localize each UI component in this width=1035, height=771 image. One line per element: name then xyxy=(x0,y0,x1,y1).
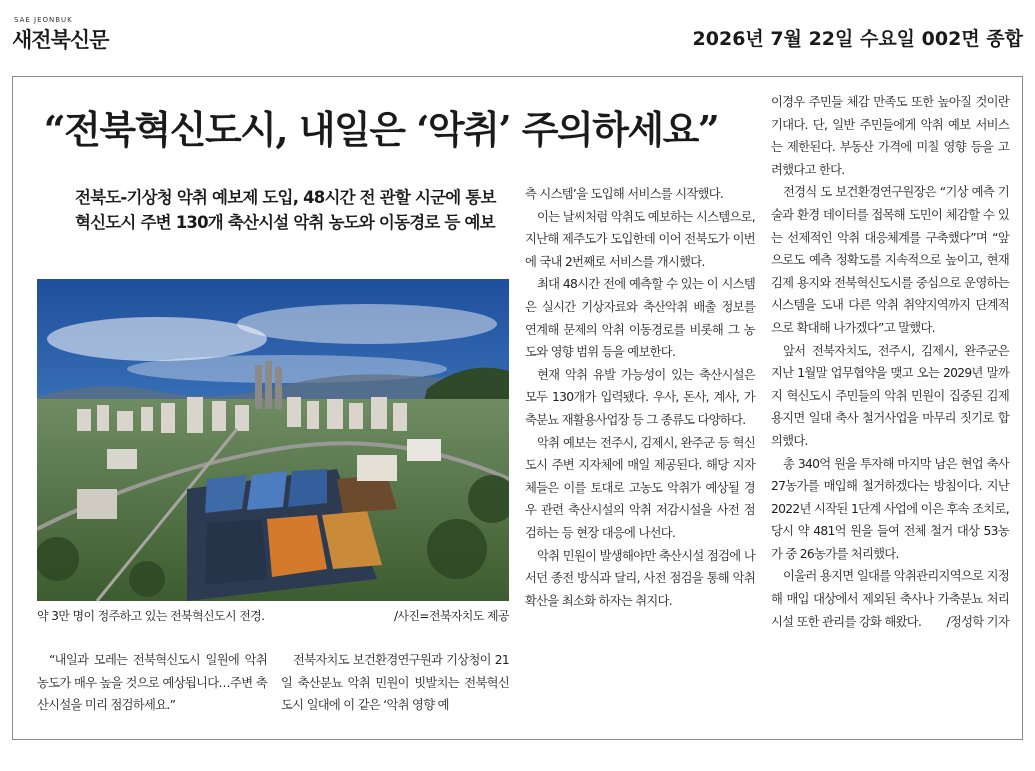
article-column-1 xyxy=(37,649,267,717)
article-headline: “전북혁신도시, 내일은 ‘악취’ 주의하세요” xyxy=(43,107,719,152)
reporter-byline: /정성학 기자 xyxy=(946,614,1009,629)
article-paragraph: 총 340억 원을 투자해 마지막 남은 현업 축사 27농가를 매입해 철거하겠다는 방침이다. 지난 2022년 시작된 1단계 사업에 이은 후속 조치로, 당시 약 481억 원을 들여 전체 철거 대상 53농가 중 26농가를 처리했다. xyxy=(771,456,1009,561)
article-paragraph: 악취 민원이 발생해야만 축산시설 점검에 나서던 종전 방식과 달리, 사전 점검을 통해 악취 확산을 최소화 하자는 취지다. xyxy=(525,548,755,608)
article-paragraph-text: 이울러 용지면 일대를 악취관리지역으로 지정해 매입 대상에서 제외된 축사나 가축분뇨 처리시설 또한 관리를 강화 해왔다. xyxy=(771,569,1009,629)
aerial-city-photo xyxy=(37,279,509,601)
article-paragraph: 전경식 도 보건환경연구원장은 “기상 예측 기술과 환경 데이터를 접목해 도민이 체감할 수 있는 선제적인 악취 대응체계를 구축했다”며 “앞으로도 예측 정확도를 지속적으로 높이고, 현재 김제 용지와 전북혁신도시를 중심으로 운영하는 시스템을 도내 다른 악취 취약지역까지 단계적으로 확대해 나가겠다”고 말했다. xyxy=(771,185,1009,335)
article-paragraph-continued: 이경우 주민들 체감 만족도 또한 높아질 것이란 기대다. 단, 일반 주민들에게 악취 예보 서비스는 제한된다. 부동산 가격에 미칠 영향 등을 고려했다고 한다. xyxy=(771,95,1009,177)
photo-credit: /사진=전북자치도 제공 xyxy=(393,609,509,623)
masthead xyxy=(12,10,1023,70)
article-column-4 xyxy=(771,91,1009,633)
article-paragraph: 전북자치도 보건환경연구원과 기상청이 21일 축산분뇨 악취 민원이 빗발치는 전북혁신도시 일대에 이 같은 ‘악취 영향 예 xyxy=(281,653,509,713)
logo-subtitle: SAE JEONBUK xyxy=(14,16,73,24)
article-paragraph: “내일과 모레는 전북혁신도시 일원에 악취 농도가 매우 높을 것으로 예상됩니다…주변 축산시설을 미리 점검하세요.” xyxy=(37,653,267,713)
article-subheads xyxy=(75,185,515,235)
article-paragraph: 앞서 전북자치도, 전주시, 김제시, 완주군은 지난 1월말 업무협약을 맺고 오는 2029년 말까지 혁신도시 주민들의 악취 민원이 집중된 김제 용지면 일대 축사 철거사업을 마무리 짓기로 합의했다. xyxy=(771,343,1009,448)
article-paragraph-continued: 측 시스템’을 도입해 서비스를 시작했다. xyxy=(525,187,724,201)
photo-caption: 약 3만 명이 정주하고 있는 전북혁신도시 전경. xyxy=(37,609,265,623)
subhead-line: 혁신도시 주변 130개 축산시설 악취 농도와 이동경로 등 예보 xyxy=(75,213,495,232)
article-column-3 xyxy=(525,183,755,612)
article-paragraph: 최대 48시간 전에 예측할 수 있는 이 시스템은 실시간 기상자료와 축산악취 배출 정보를 연계해 문제의 악취 이동경로를 비롯해 그 농도와 영향 범위 등을 예보한다. xyxy=(525,277,755,360)
article-frame xyxy=(12,76,1023,740)
article-paragraph: 악취 예보는 전주시, 김제시, 완주군 등 혁신도시 주변 지자체에 매일 제공된다. 해당 지자체들은 이를 토대로 고농도 악취가 예상될 경우 관련 축산시설의 악취 저감시설을 사전 점검하는 등 현장 대응에 나선다. xyxy=(525,435,755,540)
logo-title: 새전북신문 xyxy=(12,28,109,52)
article-photo[interactable] xyxy=(37,279,509,601)
article-paragraph xyxy=(771,565,1009,633)
issue-dateline: 2026년 7월 22일 수요일 002면 종합 xyxy=(692,28,1023,50)
subhead-line: 전북도-기상청 악취 예보제 도입, 48시간 전 관할 시군에 통보 xyxy=(75,188,496,207)
article-column-2 xyxy=(281,649,509,717)
article-paragraph: 현재 악취 유발 가능성이 있는 축산시설은 모두 130개가 입력됐다. 우사, 돈사, 계사, 가축분뇨 재활용사업장 등 그 종류도 다양하다. xyxy=(525,367,755,427)
article-paragraph: 이는 날씨처럼 악취도 예보하는 시스템으로, 지난해 제주도가 도입한데 이어 전북도가 이번에 국내 2번째로 서비스를 개시했다. xyxy=(525,209,755,269)
